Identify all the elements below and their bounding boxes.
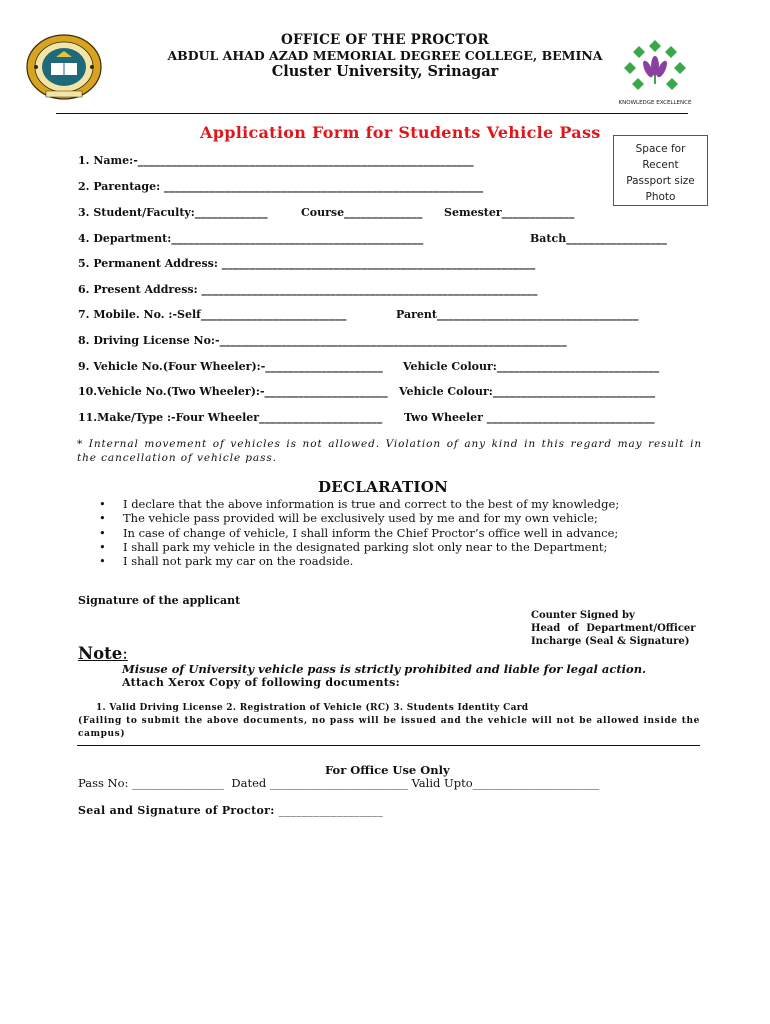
- counter-signed-line: Incharge (Seal & Signature): [531, 636, 690, 647]
- permanent-address-label: 5. Permanent Address:: [78, 257, 218, 270]
- proctor-seal-label: Seal and Signature of Proctor:: [78, 804, 275, 817]
- vehicle-four-label: 9. Vehicle No.(Four Wheeler):-: [78, 360, 266, 373]
- counter-signed-block: [531, 609, 696, 648]
- counter-signed-line: Head of Department/Officer: [531, 623, 696, 634]
- bullet-icon: •: [99, 525, 106, 540]
- vehicle-two-label: 10.Vehicle No.(Two Wheeler):-: [78, 385, 265, 398]
- mobile-self-field[interactable]: 7. Mobile. No. :-Self__________________________: [78, 308, 347, 321]
- present-address-field[interactable]: 6. Present Address: ____________________________________________________________: [78, 283, 538, 296]
- required-documents: 1. Valid Driving License 2. Registration of Vehicle (RC) 3. Students Identity Card: [96, 703, 529, 713]
- mobile-self-label: 7. Mobile. No. :-Self: [78, 308, 201, 321]
- dated-label: Dated: [231, 776, 267, 790]
- batch-field[interactable]: Batch__________________: [530, 232, 668, 245]
- applicant-signature-label: Signature of the applicant: [78, 594, 241, 607]
- form-title: Application Form for Students Vehicle Pass: [200, 123, 601, 142]
- logo-text: KNOWLEDGE EXCELLENCE: [618, 100, 692, 106]
- note-heading: Note:: [78, 644, 128, 663]
- department-field[interactable]: 4. Department:_____________________________________________: [78, 232, 424, 245]
- failing-note: (Failing to submit the above documents, no pass will be issued and the vehicle will not be allowed inside the campus): [78, 716, 700, 739]
- driving-license-field[interactable]: 8. Driving License No:-______________________________________________________________: [78, 334, 567, 347]
- present-address-label: 6. Present Address:: [78, 283, 198, 296]
- permanent-address-field[interactable]: 5. Permanent Address: ________________________________________________________: [78, 257, 536, 270]
- vehicle-four-field[interactable]: 9. Vehicle No.(Four Wheeler):-_____________________: [78, 360, 383, 373]
- vehicle-colour-label: Vehicle Colour:: [403, 360, 497, 373]
- attach-documents-label: Attach Xerox Copy of following documents:: [122, 676, 401, 689]
- counter-signed-line: Counter Signed by: [531, 610, 635, 621]
- semester-label: Semester: [444, 206, 502, 219]
- vehicle-two-field[interactable]: 10.Vehicle No.(Two Wheeler):-______________________: [78, 385, 388, 398]
- parentage-label: 2. Parentage:: [78, 180, 161, 193]
- bullet-icon: •: [99, 539, 106, 554]
- list-item: • The vehicle pass provided will be exclusively used by me and for my own vehicle;: [99, 511, 598, 526]
- batch-label: Batch: [530, 232, 567, 245]
- two-wheeler-label: Two Wheeler: [404, 411, 483, 424]
- photo-box: [613, 135, 708, 206]
- header-divider: [56, 113, 688, 114]
- bullet-icon: •: [99, 511, 106, 526]
- two-wheeler-field[interactable]: Two Wheeler ______________________________: [404, 411, 655, 424]
- student-faculty-label: 3. Student/Faculty:: [78, 206, 195, 219]
- course-label: Course: [301, 206, 345, 219]
- proctor-seal-row[interactable]: Seal and Signature of Proctor: __________________: [78, 804, 384, 817]
- mobile-parent-label: Parent: [396, 308, 437, 321]
- semester-field[interactable]: Semester_____________: [444, 206, 575, 219]
- declaration-title: DECLARATION: [318, 478, 449, 496]
- office-divider: [77, 745, 700, 746]
- list-item: • In case of change of vehicle, I shall inform the Chief Proctor’s office well in advance;: [99, 525, 619, 540]
- university-name: Cluster University, Srinagar: [271, 63, 499, 80]
- list-item: • I declare that the above information is true and correct to the best of my knowledge;: [99, 497, 620, 511]
- photo-box-line: Recent: [642, 159, 679, 171]
- list-item: • I shall not park my car on the roadside.: [99, 554, 354, 569]
- college-name: ABDUL AHAD AZAD MEMORIAL DEGREE COLLEGE, BEMINA: [167, 48, 603, 63]
- pass-no-label: Pass No:: [78, 776, 129, 790]
- vehicle-colour-two-field[interactable]: Vehicle Colour:_____________________________: [399, 385, 656, 398]
- declaration-list: [95, 497, 619, 568]
- bullet-icon: •: [99, 497, 106, 511]
- vehicle-colour-label: Vehicle Colour:: [399, 385, 493, 398]
- office-heading: OFFICE OF THE PROCTOR: [281, 32, 489, 48]
- photo-box-line: Passport size: [626, 175, 695, 187]
- course-field[interactable]: Course______________: [301, 206, 423, 219]
- driving-license-label: 8. Driving License No:-: [78, 334, 220, 347]
- bullet-icon: •: [99, 554, 106, 569]
- name-label: 1. Name:-: [78, 154, 138, 167]
- name-field[interactable]: 1. Name:-____________________________________________________________: [78, 154, 474, 167]
- list-item: • I shall park my vehicle in the designated parking slot only near to the Department;: [99, 539, 608, 554]
- misuse-warning: Misuse of University vehicle pass is strictly prohibited and liable for legal action.: [122, 662, 647, 676]
- pass-details-row[interactable]: Pass No: ________________ Dated ________________________ Valid Upto______________________: [78, 776, 600, 790]
- photo-box-line: Photo: [645, 191, 676, 203]
- mobile-parent-field[interactable]: Parent____________________________________: [396, 308, 639, 321]
- department-label: 4. Department:: [78, 232, 172, 245]
- valid-upto-label: Valid Upto: [411, 776, 473, 790]
- office-use-title: For Office Use Only: [325, 763, 450, 777]
- make-type-label: 11.Make/Type :-Four Wheeler: [78, 411, 260, 424]
- vehicle-colour-four-field[interactable]: Vehicle Colour:_____________________________: [403, 360, 660, 373]
- parentage-field[interactable]: 2. Parentage: _________________________________________________________: [78, 180, 484, 193]
- make-type-field[interactable]: 11.Make/Type :-Four Wheeler______________________: [78, 411, 383, 424]
- student-faculty-field[interactable]: 3. Student/Faculty:_____________: [78, 206, 268, 219]
- photo-box-line: Space for: [635, 143, 686, 155]
- internal-movement-note: * Internal movement of vehicles is not allowed. Violation of any kind in this regard may result in the cancellation of vehicle pass.: [77, 438, 702, 464]
